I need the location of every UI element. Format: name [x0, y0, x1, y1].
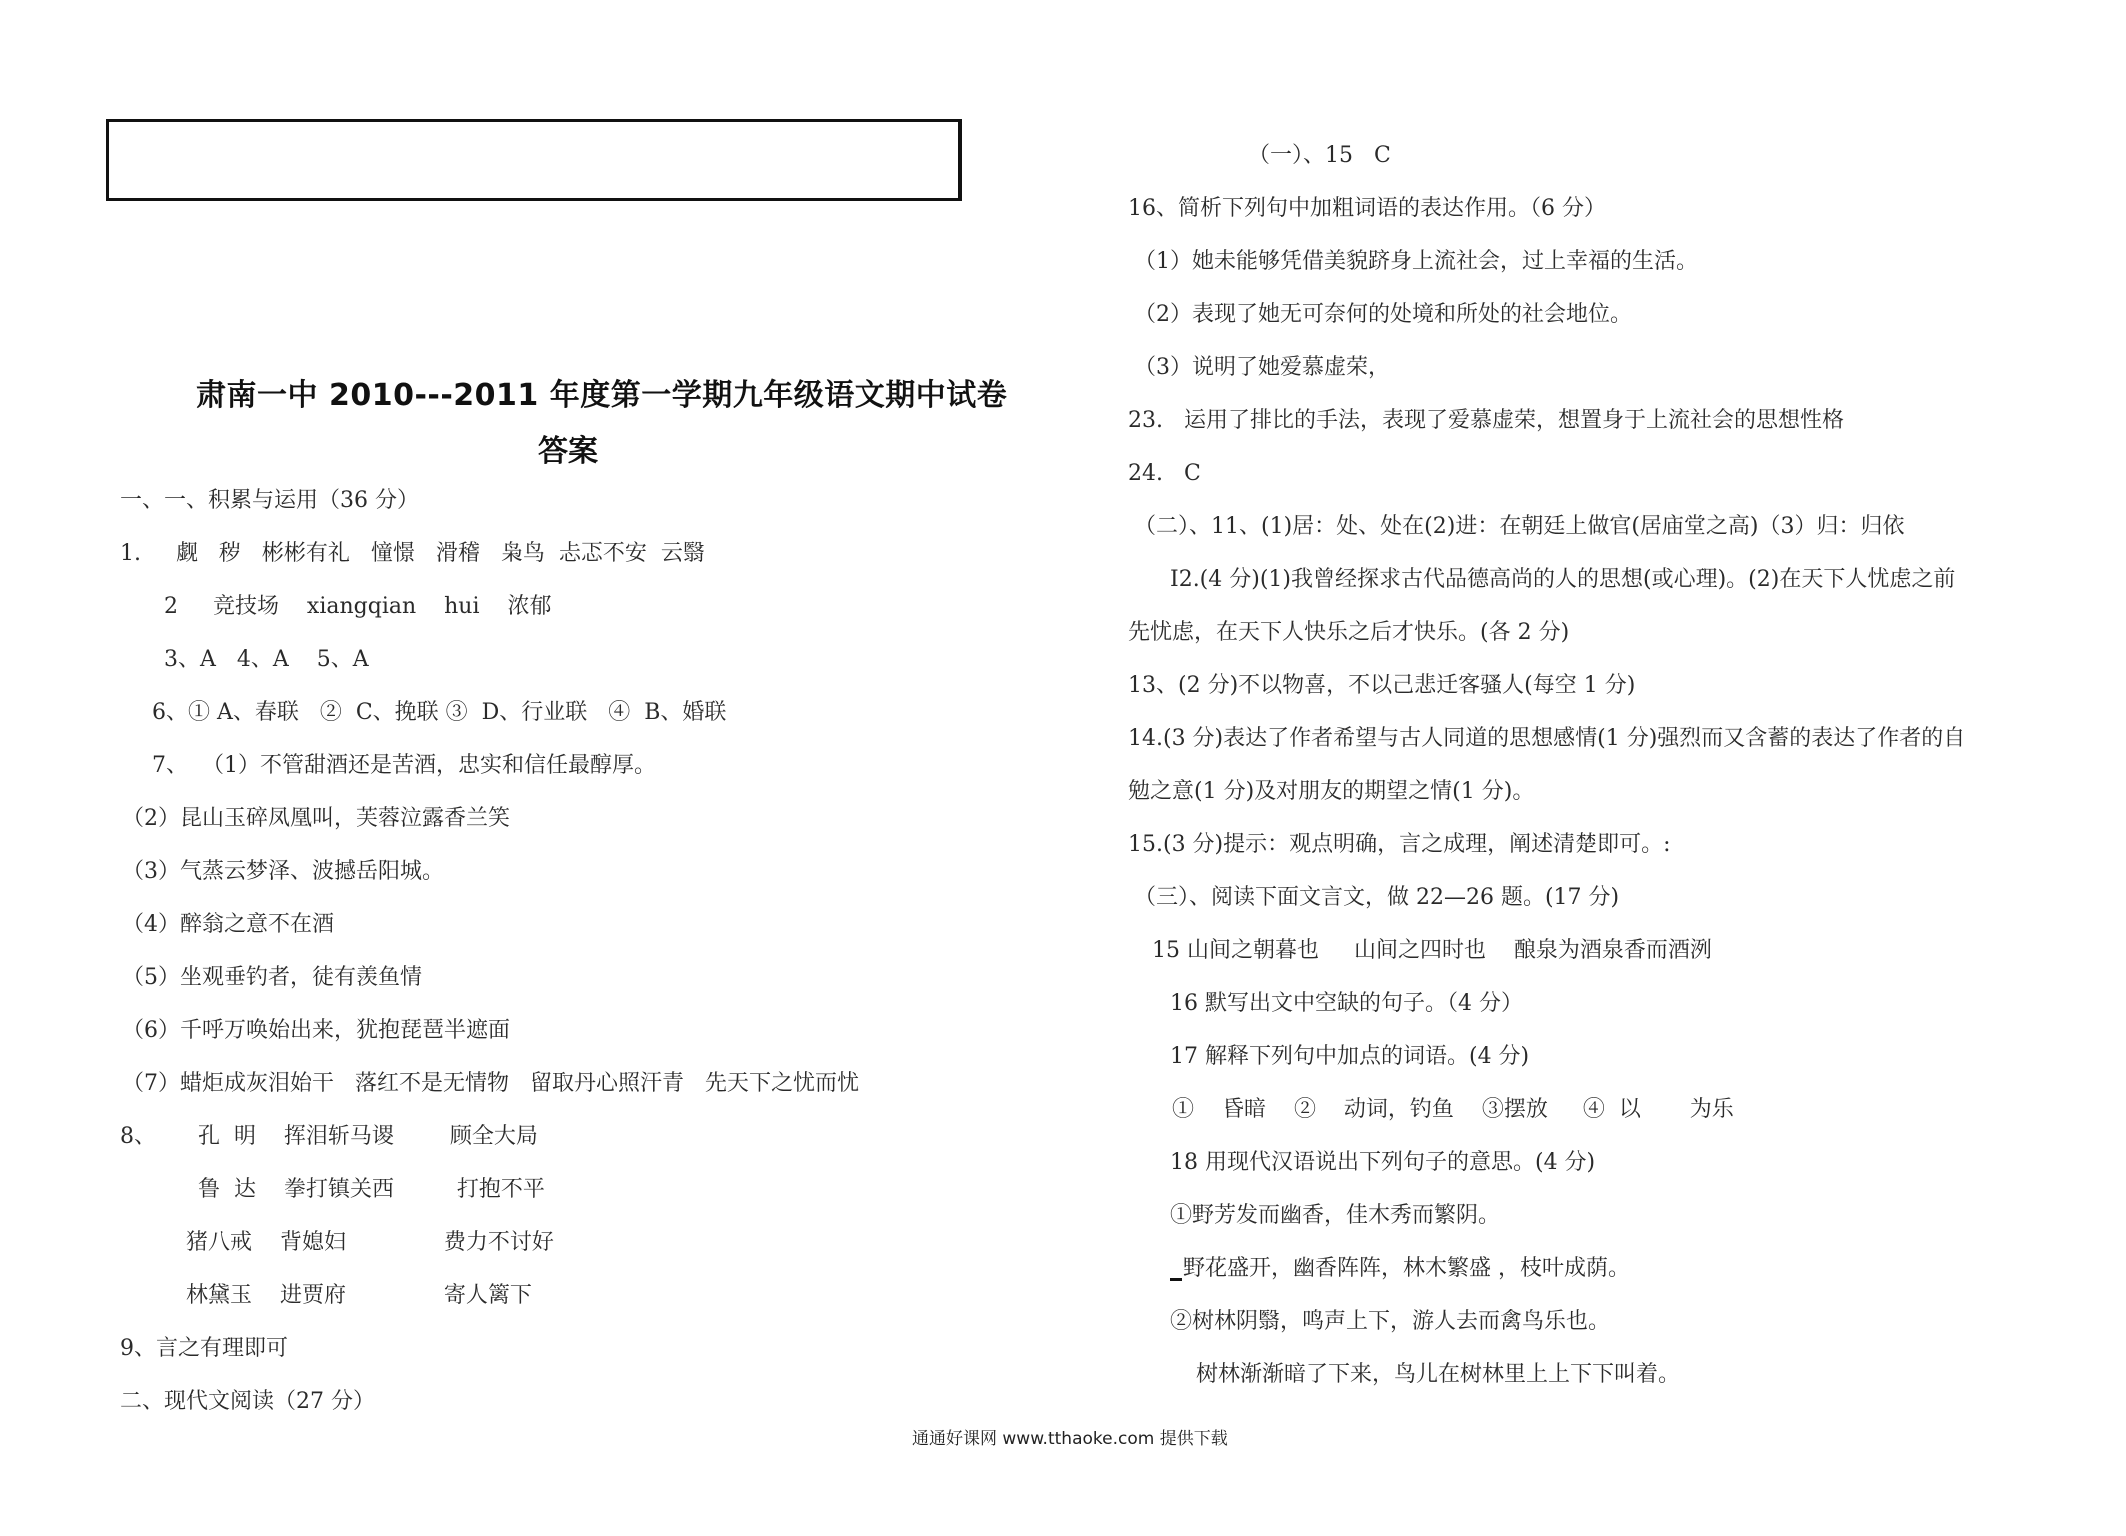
right-line-18: 17 解释下列句中加点的词语。(4 分) — [1170, 1044, 1530, 1069]
left-line-14: 鲁 达 拳打镇关西 打抱不平 — [198, 1177, 545, 1202]
left-line-2: 1. 觑 秽 彬彬有礼 憧憬 滑稽 枭鸟 忐忑不安 云翳 — [120, 541, 705, 566]
right-line-19: ① 昏暗 ② 动词，钓鱼 ③摆放 ④ 以 为乐 — [1172, 1097, 1734, 1122]
right-line-6: 23. 运用了排比的手法，表现了爱慕虚荣，想置身于上流社会的思想性格 — [1128, 408, 1844, 433]
left-line-8: （3）气蒸云梦泽、波撼岳阳城。 — [122, 859, 444, 884]
right-line-8: （二）、11、(1)居：处、处在(2)进：在朝廷上做官(居庙堂之高)（3）归：归依 — [1134, 514, 1905, 539]
right-line-14: 15.(3 分)提示：观点明确，言之成理，阐述清楚即可。: — [1128, 832, 1671, 857]
right-line-10: 先忧虑，在天下人快乐之后才快乐。(各 2 分) — [1128, 620, 1570, 645]
underline-mark — [1170, 1278, 1182, 1281]
left-line-3: 2 竞技场 xiangqian hui 浓郁 — [164, 594, 552, 619]
right-line-5: （3）说明了她爱慕虚荣， — [1134, 355, 1390, 380]
left-line-10: （5）坐观垂钓者，徒有羡鱼情 — [122, 965, 422, 990]
right-line-12: 14.(3 分)表达了作者希望与古人同道的思想感情(1 分)强烈而又含蓄的表达了作者的自 — [1128, 726, 1966, 751]
left-line-12: （7）蜡炬成灰泪始干 落红不是无情物 留取丹心照汗青 先天下之忧而忧 — [122, 1071, 859, 1096]
right-line-1: （一）、15 C — [1248, 143, 1391, 168]
right-line-21: ①野芳发而幽香，佳木秀而繁阴。 — [1170, 1203, 1501, 1228]
right-line-11: 13、(2 分)不以物喜，不以己悲迁客骚人(每空 1 分) — [1128, 673, 1636, 698]
right-line-9: I2.(4 分)(1)我曾经探求古代品德高尚的人的思想(或心理)。(2)在天下人忧虑之前 — [1170, 567, 1956, 592]
right-line-3: （1）她未能够凭借美貌跻身上流社会，过上幸福的生活。 — [1134, 249, 1698, 274]
right-line-22 — [1170, 1254, 1630, 1284]
right-line-16: 15 山间之朝暮也 山间之四时也 酿泉为酒泉香而酒洌 — [1152, 938, 1712, 963]
left-line-6: 7、 （1）不管甜酒还是苦酒，忠实和信任最醇厚。 — [152, 753, 656, 778]
right-line-13: 勉之意(1 分)及对朋友的期望之情(1 分)。 — [1128, 779, 1535, 804]
left-line-15: 猪八戒 背媳妇 费力不讨好 — [186, 1230, 554, 1255]
right-line-7: 24. C — [1128, 461, 1201, 486]
left-line-9: （4）醉翁之意不在酒 — [122, 912, 334, 937]
left-line-11: （6）千呼万唤始出来，犹抱琵琶半遮面 — [122, 1018, 510, 1043]
left-line-5: 6、① A、春联 ② C、挽联 ③ D、行业联 ④ B、婚联 — [152, 700, 727, 725]
left-line-4: 3、A 4、A 5、A — [164, 647, 369, 672]
right-line-15: （三）、阅读下面文言文，做 22—26 题。(17 分) — [1134, 885, 1620, 910]
document-subtitle: 答案 — [538, 434, 598, 469]
right-line-23: ②树林阴翳，鸣声上下，游人去而禽鸟乐也。 — [1170, 1309, 1611, 1334]
left-line-7: （2）昆山玉碎凤凰叫，芙蓉泣露香兰笑 — [122, 806, 510, 831]
left-line-18: 二、现代文阅读（27 分） — [120, 1389, 375, 1414]
right-line-20: 18 用现代汉语说出下列句子的意思。(4 分) — [1170, 1150, 1596, 1175]
header-box — [106, 119, 962, 201]
left-line-16: 林黛玉 进贾府 寄人篱下 — [186, 1283, 532, 1308]
footer-credit: 通通好课网 www.tthaoke.com 提供下载 — [912, 1429, 1228, 1449]
right-line-4: （2）表现了她无可奈何的处境和所处的社会地位。 — [1134, 302, 1632, 327]
right-line-17: 16 默写出文中空缺的句子。（4 分） — [1170, 991, 1523, 1016]
right-line-22-text: 野花盛开，幽香阵阵，林木繁盛 ，枝叶成荫。 — [1183, 1256, 1630, 1281]
right-line-24: 树林渐渐暗了下来，鸟儿在树林里上上下下叫着。 — [1196, 1362, 1681, 1387]
left-line-13: 8、 孔 明 挥泪斩马谡 顾全大局 — [120, 1124, 538, 1149]
document-title: 肃南一中 2010---2011 年度第一学期九年级语文期中试卷 — [196, 378, 1008, 413]
left-line-1: 一、一、积累与运用（36 分） — [120, 488, 419, 513]
right-line-2: 16、简析下列句中加粗词语的表达作用。（6 分） — [1128, 196, 1606, 221]
left-line-17: 9、言之有理即可 — [120, 1336, 288, 1361]
